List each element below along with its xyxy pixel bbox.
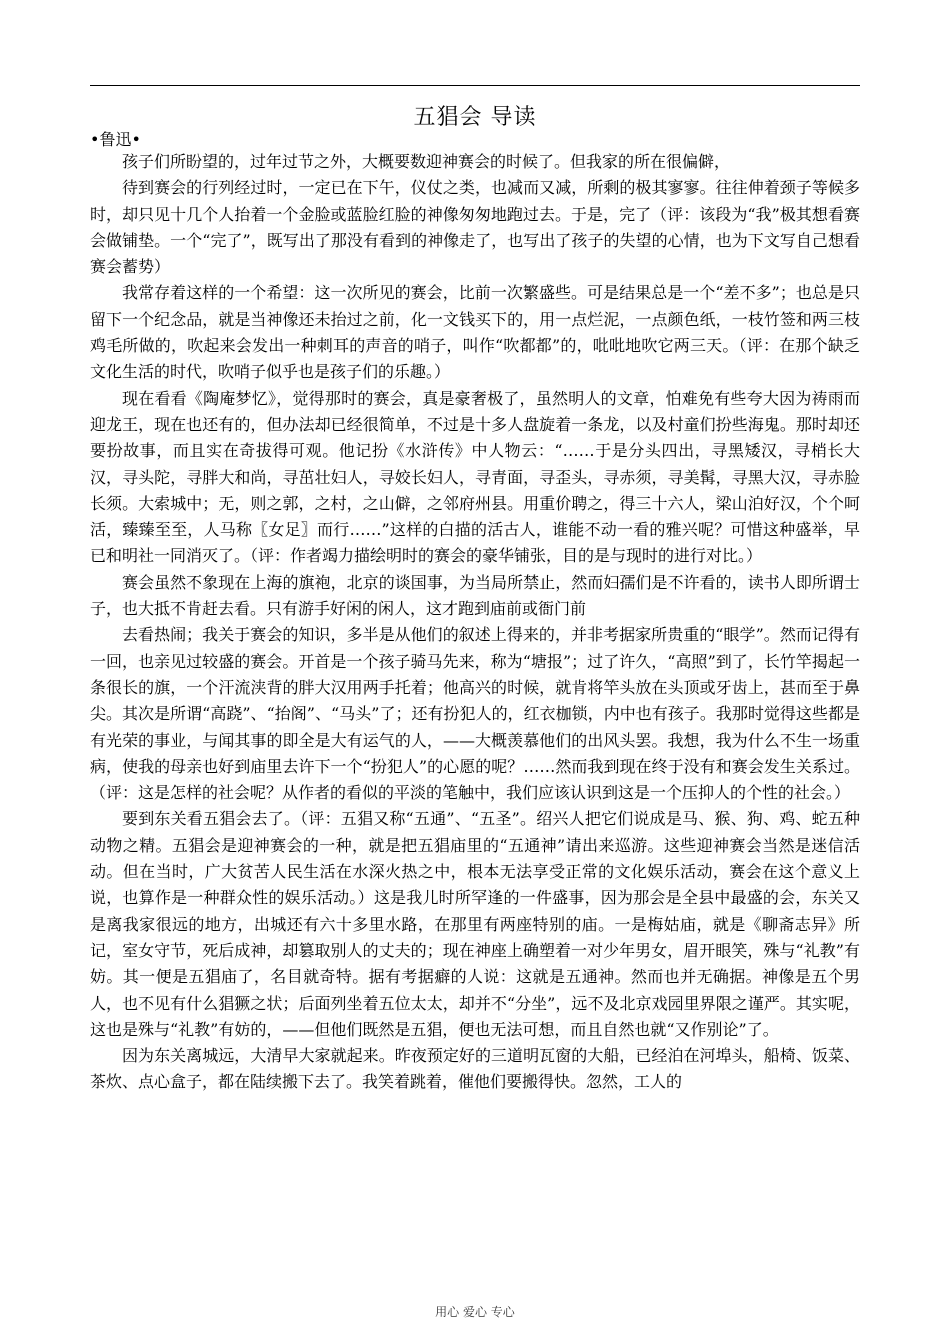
paragraph: 赛会虽然不象现在上海的旗袍，北京的谈国事，为当局所禁止，然而妇孺们是不许看的，读书人即所谓士子，也大抵不肯赶去看。只有游手好闲的闲人，这才跑到庙前或衙门前 [90,572,860,619]
paragraph: 孩子们所盼望的，过年过节之外，大概要数迎神赛会的时候了。但我家的所在很偏僻， [122,152,731,171]
paragraph: 待到赛会的行列经过时，一定已在下午，仪仗之类，也减而又减，所剩的极其寥寥。往往伸着颈子等候多时，却只见十几个人抬着一个金脸或蓝脸红脸的神像匆匆地跑过去。于是，完了（评：该段为“我”极其想看赛会做铺垫。一个“完了”，既写出了那没有看到的神像走了，也写出了孩子的失望的心情，也为下文写自己想看赛会蓄势） [90,178,860,277]
paragraph: 因为东关离城远，大清早大家就起来。昨夜预定好的三道明瓦窗的大船，已经泊在河埠头，船椅、饭菜、茶炊、点心盒子，都在陆续搬下去了。我笑着跳着，催他们要搬得快。忽然，工人的 [90,1046,860,1092]
paragraph: 去看热闹；我关于赛会的知识，多半是从他们的叙述上得来的，并非考据家所贵重的“眼学”。然而记得有一回，也亲见过较盛的赛会。开首是一个孩子骑马先来，称为“塘报”；过了许久，“高照”到了，长竹竿揭起一条很长的旗，一个汗流浃背的胖大汉用两手托着；他高兴的时候，就肯将竿头放在头顶或牙齿上，甚而至于鼻尖。其次是所谓“高跷”、“抬阁”、“马头”了；还有扮犯人的，红衣枷锁，内中也有孩子。我那时觉得这些都是有光荣的事业，与闻其事的即全是大有运气的人，——大概羡慕他们的出风头罢。我想，我为什么不生一场重病，使我的母亲也好到庙里去许下一个“扮犯人”的心愿的呢？……然而我到现在终于没有和赛会发生关系过。（评：这是怎样的社会呢？从作者的看似的平淡的笔触中，我们应该认识到这是一个压抑人的个性的社会。） [90,625,860,803]
article-body [90,149,860,1096]
paragraph: 现在看看《陶庵梦忆》，觉得那时的赛会，真是豪奢极了，虽然明人的文章，怕难免有些夸大因为祷雨而迎龙王，现在也还有的，但办法却已经很简单，不过是十多人盘旋着一条龙，以及村童们扮些海鬼。那时却还要扮故事，而且实在奇拔得可观。他记扮《水浒传》中人物云：“……于是分头四出，寻黑矮汉，寻梢长大汉，寻头陀，寻胖大和尚，寻茁壮妇人，寻姣长妇人，寻青面，寻歪头，寻赤须，寻美髯，寻黑大汉，寻赤脸长须。大索城中；无，则之郭，之村，之山僻，之邻府州县。用重价聘之，得三十六人，梁山泊好汉，个个呵活，臻臻至至，人马称〖女足〗而行……”这样的白描的活古人，谁能不动一看的雅兴呢？可惜这种盛举，早已和明社一同消灭了。（评：作者竭力描绘明时的赛会的豪华铺张，目的是与现时的进行对比。） [90,388,860,566]
page-footer: 用心 爱心 专心 [435,1305,515,1319]
paragraph: 我常存着这样的一个希望：这一次所见的赛会，比前一次繁盛些。可是结果总是一个“差不多”；也总是只留下一个纪念品，就是当神像还未抬过之前，化一文钱买下的，用一点烂泥，一点颜色纸，一枝竹签和两三枝鸡毛所做的，吹起来会发出一种刺耳的声音的哨子，叫作“吹都都”的，吡吡地吹它两三天。（评：在那个缺乏文化生活的时代，吹哨子似乎也是孩子们的乐趣。） [90,283,860,382]
author-line: •鲁迅• [90,130,141,149]
header-rule [90,85,860,86]
page-title: 五猖会 导读 [413,105,537,130]
paragraph: 要到东关看五猖会去了。（评：五猖又称“五通”、“五圣”。绍兴人把它们说成是马、猴、狗、鸡、蛇五种动物之精。五猖会是迎神赛会的一种，就是把五猖庙里的“五通神”请出来巡游。这些迎神赛会当然是迷信活动。但在当时，广大贫苦人民生活在水深火热之中，根本无法享受正常的文化娱乐活动，赛会在这个意义上说，也算作是一种群众性的娱乐活动。）这是我儿时所罕逢的一件盛事，因为那会是全县中最盛的会，东关又是离我家很远的地方，出城还有六十多里水路，在那里有两座特别的庙。一是梅姑庙，就是《聊斋志异》所记，室女守节，死后成神，却篡取别人的丈夫的；现在神座上确塑着一对少年男女，眉开眼笑，殊与“礼教”有妨。其一便是五猖庙了，名目就奇特。据有考据癖的人说：这就是五通神。然而也并无确据。神像是五个男人，也不见有什么猖獗之状；后面列坐着五位太太，却并不“分坐”，远不及北京戏园里界限之谨严。其实呢，这也是殊与“礼教”有妨的，——但他们既然是五猖，便也无法可想，而且自然也就“又作别论”了。 [90,809,860,1039]
